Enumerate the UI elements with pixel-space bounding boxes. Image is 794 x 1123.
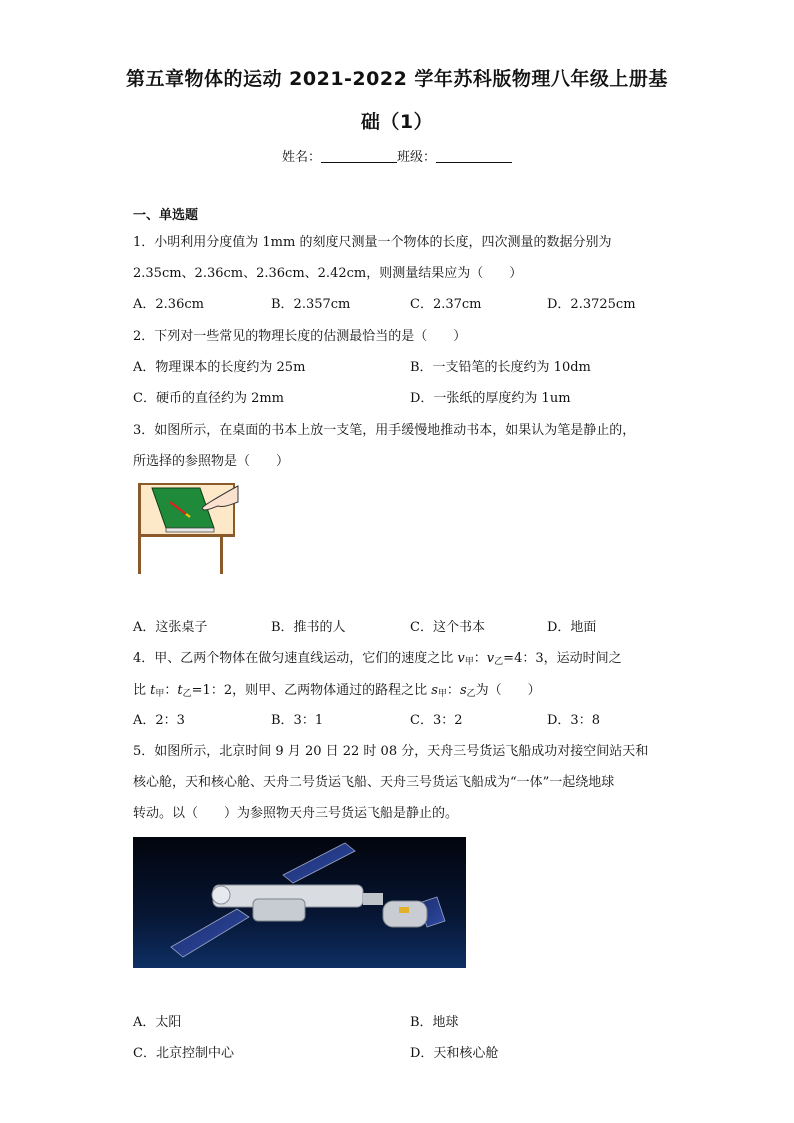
space-station-figure xyxy=(133,837,466,968)
subscript-yi: 乙 xyxy=(466,689,476,699)
subscript-jia: 甲 xyxy=(155,689,165,699)
distance-symbol: s xyxy=(459,683,467,698)
q5-stem-line1: 5．如图所示，北京时间 9 月 20 日 22 时 08 分，天舟三号货运飞船成功对接空间站天和 xyxy=(133,744,649,759)
q1-option-b[interactable]: B．2.357cm xyxy=(271,297,351,312)
section-heading: 一、单选题 xyxy=(133,208,199,223)
q4-line2-middle: =1：2，则甲、乙两物体通过的路程之比 xyxy=(191,683,432,698)
q5-option-a[interactable]: A．太阳 xyxy=(133,1015,182,1030)
q4-option-c[interactable]: C．3：2 xyxy=(410,713,463,728)
q4-line1-prefix: 4．甲、乙两个物体在做匀速直线运动，它们的速度之比 xyxy=(133,651,458,666)
subscript-jia: 甲 xyxy=(464,657,474,667)
q4-option-a[interactable]: A．2：3 xyxy=(133,713,185,728)
q5-option-d[interactable]: D．天和核心舱 xyxy=(410,1046,499,1061)
q1-stem-line2: 2.35cm、2.36cm、2.36cm、2.42cm，则测量结果应为（ ） xyxy=(133,266,523,281)
q4-line2-suffix: 为（ ） xyxy=(475,683,541,698)
time-symbol: t xyxy=(150,683,156,698)
distance-symbol: s xyxy=(431,683,438,698)
book-on-desk-figure xyxy=(134,480,242,576)
q3-option-c[interactable]: C．这个书本 xyxy=(410,620,485,635)
q3-stem-line1: 3．如图所示，在桌面的书本上放一支笔，用手缓慢地推动书本，如果认为笔是静止的， xyxy=(133,423,636,438)
q3-option-d[interactable]: D．地面 xyxy=(547,620,597,635)
time-symbol: t xyxy=(177,683,183,698)
name-blank[interactable] xyxy=(321,150,397,163)
q5-stem-line2: 核心舱，天和核心舱、天舟二号货运飞船、天舟三号货运飞船成为“一体”一起绕地球 xyxy=(133,775,615,790)
class-label: 班级： xyxy=(397,150,437,165)
q4-stem-line1 xyxy=(133,652,622,667)
name-label: 姓名： xyxy=(281,150,321,165)
exam-title-line2: 础（1） xyxy=(360,111,434,133)
q3-stem-line2: 所选择的参照物是（ ） xyxy=(133,454,290,469)
velocity-symbol: v xyxy=(486,651,495,666)
q1-option-a[interactable]: A．2.36cm xyxy=(133,297,204,312)
q4-option-d[interactable]: D．3：8 xyxy=(547,713,600,728)
q5-option-c[interactable]: C．北京控制中心 xyxy=(133,1046,234,1061)
q4-line1-suffix: =4：3，运动时间之 xyxy=(503,651,622,666)
q1-stem-line1: 1．小明利用分度值为 1mm 的刻度尺测量一个物体的长度，四次测量的数据分别为 xyxy=(133,235,612,250)
exam-title-line1: 第五章物体的运动 2021-2022 学年苏科版物理八年级上册基 xyxy=(126,68,668,90)
q1-option-c[interactable]: C．2.37cm xyxy=(410,297,482,312)
q4-line2-prefix: 比 xyxy=(133,683,151,698)
q2-option-b[interactable]: B．一支铅笔的长度约为 10dm xyxy=(410,360,591,375)
q2-option-d[interactable]: D．一张纸的厚度约为 1um xyxy=(410,391,571,406)
subscript-yi: 乙 xyxy=(182,689,192,699)
q2-option-a[interactable]: A．物理课本的长度约为 25m xyxy=(133,360,306,375)
q4-option-b[interactable]: B．3：1 xyxy=(271,713,324,728)
subscript-jia: 甲 xyxy=(437,689,447,699)
cargo-spacecraft-icon xyxy=(383,901,427,927)
ratio-separator: ： xyxy=(164,683,178,698)
velocity-symbol: v xyxy=(457,651,465,666)
q3-option-b[interactable]: B．推书的人 xyxy=(271,620,346,635)
q3-option-a[interactable]: A．这张桌子 xyxy=(133,620,208,635)
q5-stem-line3: 转动。以（ ）为参照物天舟三号货运飞船是静止的。 xyxy=(133,806,459,821)
q2-option-c[interactable]: C．硬币的直径约为 2mm xyxy=(133,391,285,406)
ratio-separator: ： xyxy=(473,651,487,666)
subscript-yi: 乙 xyxy=(494,657,504,667)
q1-option-d[interactable]: D．2.3725cm xyxy=(547,297,636,312)
q4-stem-line2 xyxy=(133,684,541,699)
ratio-separator: ： xyxy=(446,683,460,698)
class-blank[interactable] xyxy=(436,150,512,163)
q5-option-b[interactable]: B．地球 xyxy=(410,1015,459,1030)
student-info xyxy=(0,146,794,165)
q2-stem: 2．下列对一些常见的物理长度的估测最恰当的是（ ） xyxy=(133,329,467,344)
